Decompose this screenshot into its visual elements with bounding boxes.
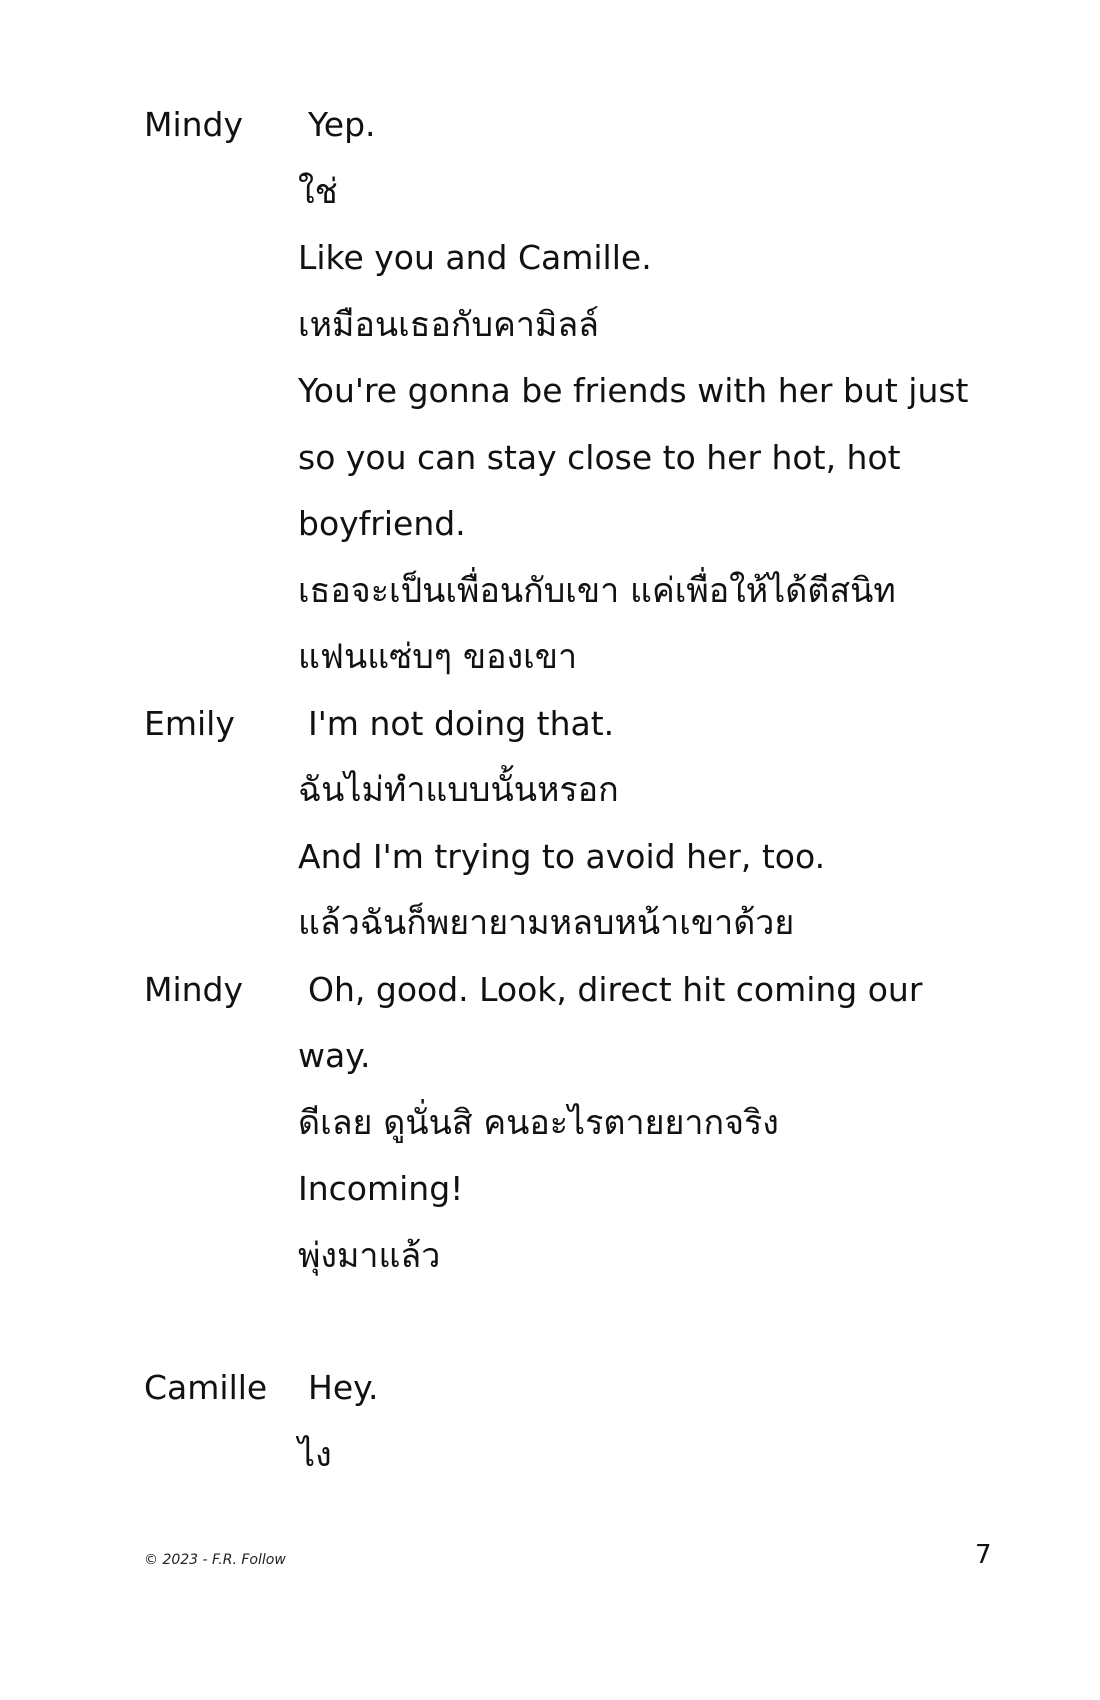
dialogue-line-english: so you can stay close to her hot, hot	[298, 437, 901, 477]
dialogue-line-thai: เธอจะเป็นเพื่อนกับเขา แค่เพื่อให้ได้ตีสนิท	[298, 570, 896, 611]
scene-break	[144, 1289, 1004, 1355]
dialogue-line-thai: ฉันไม่ทำแบบนั้นหรอก	[298, 770, 619, 810]
dialogue-line-thai: ไง	[298, 1434, 332, 1475]
speaker-name: Emily	[144, 703, 235, 743]
dialogue-line-thai: แฟนแซ่บๆ ของเขา	[298, 637, 578, 677]
dialogue-lines	[298, 957, 1004, 1290]
dialogue-line-english: Yep.	[308, 105, 376, 144]
dialogue-line-english: way.	[298, 1036, 371, 1075]
dialogue-block-mindy-2	[144, 957, 1004, 1290]
dialogue-lines	[298, 691, 1004, 957]
dialogue-lines	[298, 92, 1004, 691]
dialogue-line-thai: พุ่งมาแล้ว	[298, 1235, 441, 1276]
dialogue-line-english: You're gonna be friends with her but just	[298, 371, 969, 410]
page-number: 7	[975, 1540, 992, 1570]
copyright-notice: © 2023 - F.R. Follow	[144, 1552, 286, 1568]
dialogue-block-camille	[144, 1355, 1004, 1488]
dialogue-line-english: I'm not doing that.	[308, 703, 615, 743]
dialogue-line-english: boyfriend.	[298, 504, 466, 543]
speaker-name: Camille	[144, 1368, 268, 1407]
dialogue-block-mindy-1	[144, 92, 1004, 691]
dialogue-line-english: Incoming!	[298, 1169, 464, 1208]
dialogue-line-thai: ดีเลย ดูนั่นสิ คนอะไรตายยากจริง	[298, 1102, 779, 1143]
dialogue-block-emily	[144, 691, 1004, 957]
dialogue-line-english: Oh, good. Look, direct hit coming our	[308, 969, 923, 1009]
dialogue-line-thai: แล้วฉันก็พยายามหลบหน้าเขาด้วย	[298, 903, 795, 943]
dialogue-script	[144, 92, 1004, 1488]
speaker-name: Mindy	[144, 105, 244, 144]
dialogue-line-english: Hey.	[308, 1368, 379, 1407]
speaker-name: Mindy	[144, 969, 244, 1009]
dialogue-line-thai: ใช่	[298, 171, 338, 212]
dialogue-line-thai: เหมือนเธอกับคามิลล์	[298, 304, 599, 345]
dialogue-line-english: And I'm trying to avoid her, too.	[298, 836, 826, 876]
dialogue-line-english: Like you and Camille.	[298, 238, 652, 277]
dialogue-lines	[298, 1355, 1004, 1488]
